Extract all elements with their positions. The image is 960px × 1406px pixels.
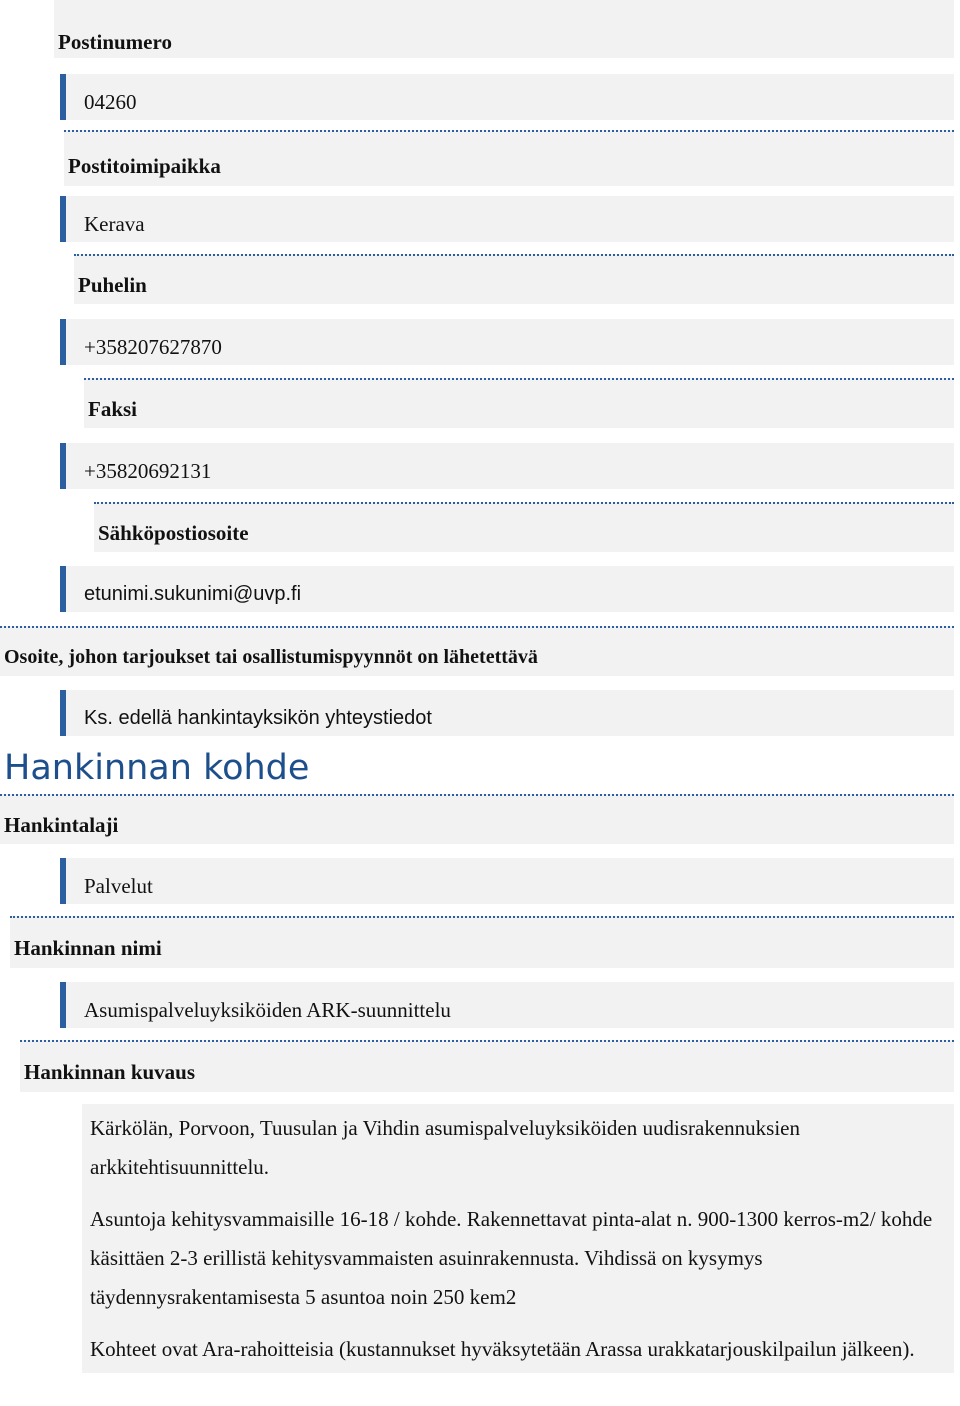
osoite-value xyxy=(60,690,954,736)
hankinnan-nimi-value-text: Asumispalveluyksiköiden ARK-suunnittelu xyxy=(84,997,451,1022)
puhelin-label-text: Puhelin xyxy=(78,272,147,297)
osoite-label xyxy=(0,626,954,676)
puhelin-value-text: +358207627870 xyxy=(84,334,222,359)
kuvaus-paragraph: Kärkölän, Porvoon, Tuusulan ja Vihdin asumispalveluyksiköiden uudisrakennuksien arkkitehtisuunnittelu. xyxy=(90,1116,800,1179)
postitoimipaikka-label xyxy=(64,130,954,186)
hankinnan-kuvaus-label-text: Hankinnan kuvaus xyxy=(24,1059,196,1084)
hankinnan-nimi-value xyxy=(60,982,954,1028)
hankintalaji-value xyxy=(60,858,954,904)
postitoimipaikka-label-text: Postitoimipaikka xyxy=(68,153,221,178)
faksi-value xyxy=(60,443,954,489)
hankintalaji-label-text: Hankintalaji xyxy=(4,812,119,837)
hankinnan-nimi-label xyxy=(10,916,954,968)
postitoimipaikka-value xyxy=(60,196,954,242)
faksi-label-text: Faksi xyxy=(88,396,138,421)
postinumero-label-text: Postinumero xyxy=(58,29,172,54)
hankintalaji-label xyxy=(0,794,954,844)
hankinnan-kuvaus-text xyxy=(82,1104,954,1373)
postinumero-value-text: 04260 xyxy=(84,89,137,114)
hankinnan-nimi-label-text: Hankinnan nimi xyxy=(14,935,162,960)
postitoimipaikka-value-text: Kerava xyxy=(84,211,145,236)
osoite-label-text: Osoite, johon tarjoukset tai osallistumispyynnöt on lähetettävä xyxy=(4,645,538,668)
sahkoposti-label xyxy=(94,502,954,552)
osoite-value-text: Ks. edellä hankintayksikön yhteystiedot xyxy=(84,706,432,729)
sahkoposti-value xyxy=(60,566,954,612)
sahkoposti-label-text: Sähköpostiosoite xyxy=(98,520,249,545)
faksi-label xyxy=(84,378,954,428)
sahkoposti-value-text: etunimi.sukunimi@uvp.fi xyxy=(84,582,302,605)
postinumero-label xyxy=(54,0,954,58)
kuvaus-paragraph: Asuntoja kehitysvammaisille 16-18 / kohde. Rakennettavat pinta-alat n. 900-1300 kerros-m2/ kohde käsittäen 2-3 erillistä kehitysvammaisten asuinrakennusta. Vihdissä on kysymys täydennysrakentamisesta 5 asuntoa noin 250 kem2 xyxy=(90,1207,933,1309)
hankintalaji-value-text: Palvelut xyxy=(84,873,153,898)
faksi-value-text: +35820692131 xyxy=(84,458,212,483)
puhelin-label xyxy=(74,254,954,304)
kuvaus-paragraph: Kohteet ovat Ara-rahoitteisia (kustannukset hyväksytetään Arassa urakkatarjouskilpailun jälkeen). xyxy=(90,1337,915,1361)
hankinnan-kuvaus-label xyxy=(20,1040,954,1092)
section-title: Hankinnan kohde xyxy=(4,748,310,788)
postinumero-value xyxy=(60,74,954,120)
puhelin-value xyxy=(60,319,954,365)
